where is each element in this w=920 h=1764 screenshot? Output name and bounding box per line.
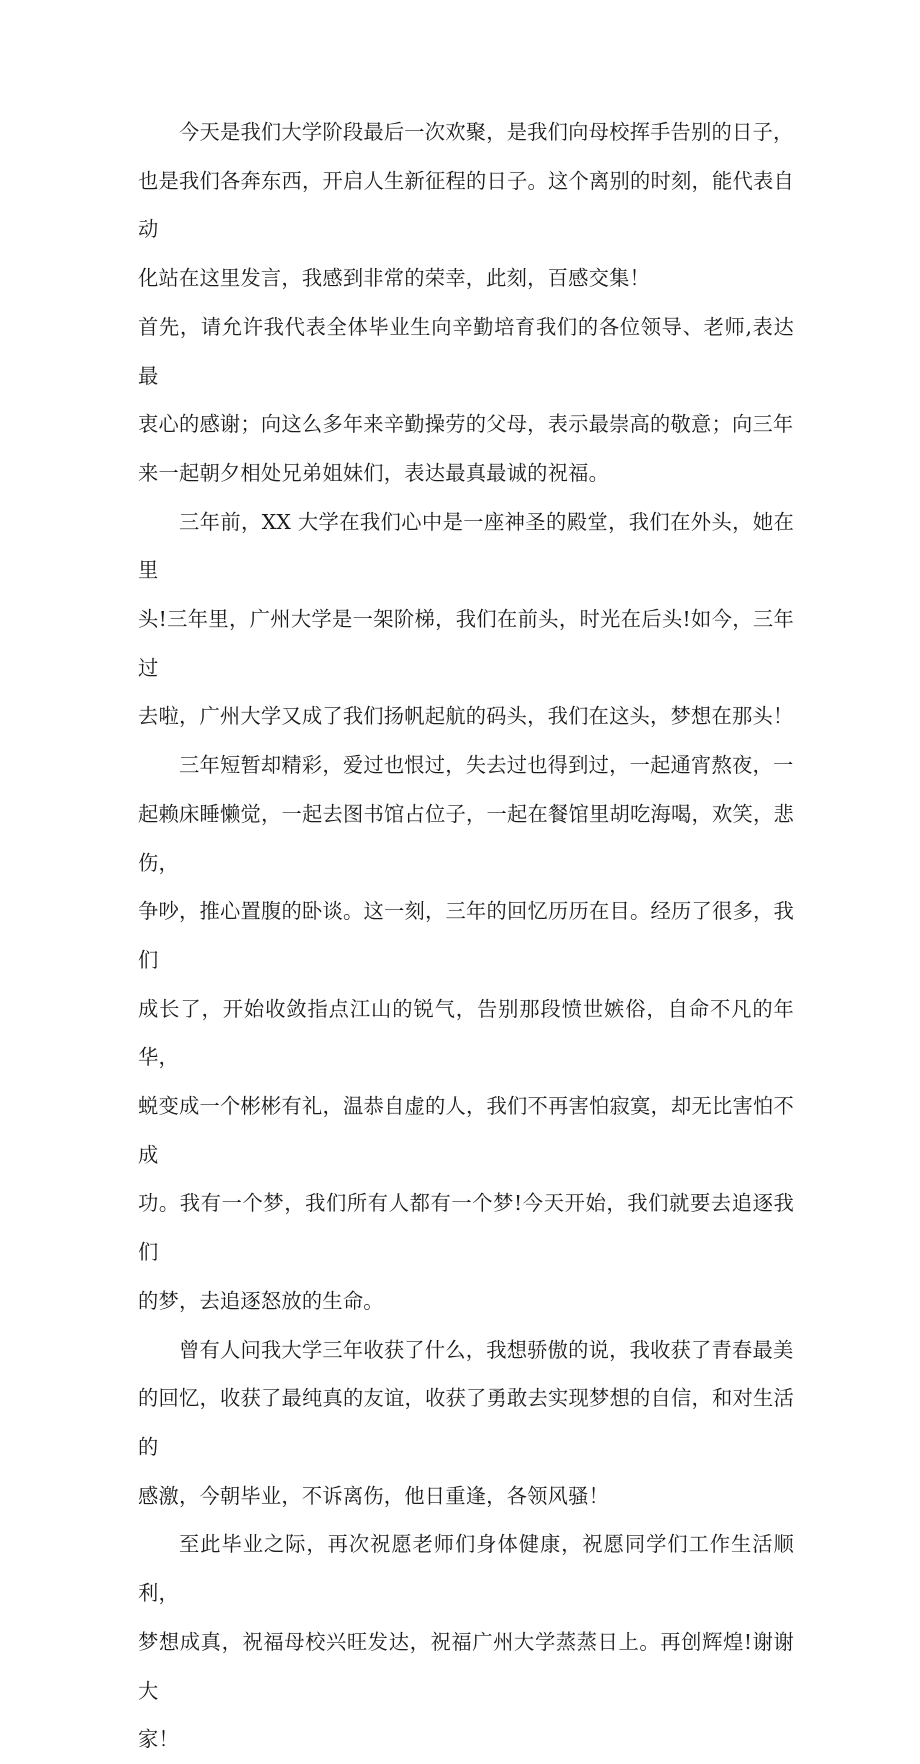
text-line: 家！ [138,1727,179,1752]
text-line: 去啦，广州大学又成了我们扬帆起航的码头，我们在这头，梦想在那头！ [138,704,794,729]
text-line: 三年前，XX 大学在我们心中是一座神圣的殿堂，我们在外头，她在里 [138,509,794,583]
text-line: 化站在这里发言，我感到非常的荣幸，此刻，百感交集！ [138,266,651,291]
paragraph-harvest [138,1326,794,1521]
text-line: 三年短暂却精彩，爱过也恨过，失去过也得到过，一起通宵熬夜，一 [179,753,794,778]
text-line: 的回忆，收获了最纯真的友谊，收获了勇敢去实现梦想的自信，和对生活的 [138,1386,794,1459]
paragraph-three-years-ago [138,498,794,742]
paragraph-memories [138,741,794,1325]
text-line: 争吵，推心置腹的卧谈。这一刻，三年的回忆历历在目。经历了很多，我们 [138,899,794,972]
text-line: 梦想成真，祝福母校兴旺发达，祝福广州大学蒸蒸日上。再创辉煌!谢谢大 [138,1629,794,1703]
paragraph-thanks [138,303,794,498]
text-line: 今天是我们大学阶段最后一次欢聚，是我们向母校挥手告别的日子， [179,120,794,144]
text-line: 成长了，开始收敛指点江山的锐气，告别那段愤世嫉俗，自命不凡的年华， [138,996,794,1070]
text-line: 头!三年里，广州大学是一架阶梯，我们在前头，时光在后头!如今，三年过 [138,607,794,680]
text-line: 感激，今朝毕业，不诉离伤，他日重逢，各领风骚！ [138,1483,610,1508]
text-line: 功。我有一个梦，我们所有人都有一个梦!今天开始，我们就要去追逐我们 [138,1191,794,1265]
paragraph-closing [138,1520,794,1764]
text-line: 曾有人问我大学三年收获了什么，我想骄傲的说，我收获了青春最美 [179,1337,794,1362]
text-line: 的梦，去追逐怒放的生命。 [138,1288,384,1313]
text-line: 衷心的感谢；向这么多年来辛勤操劳的父母，表示最崇高的敬意；向三年 [138,412,794,437]
text-line: 来一起朝夕相处兄弟姐妹们，表达最真最诚的祝福。 [138,460,610,485]
text-line: 起赖床睡懒觉，一起去图书馆占位子，一起在餐馆里胡吃海喝，欢笑，悲伤， [138,801,794,875]
speech-body [138,108,794,1764]
paragraph-opening [138,108,794,303]
text-line: 首先，请允许我代表全体毕业生向辛勤培育我们的各位领导、老师,表达最 [138,314,794,388]
text-line: 也是我们各奔东西，开启人生新征程的日子。这个离别的时刻，能代表自动 [138,168,794,242]
text-line: 蜕变成一个彬彬有礼，温恭自虚的人，我们不再害怕寂寞，却无比害怕不成 [138,1094,794,1167]
text-line: 至此毕业之际，再次祝愿老师们身体健康，祝愿同学们工作生活顺利， [138,1532,794,1606]
